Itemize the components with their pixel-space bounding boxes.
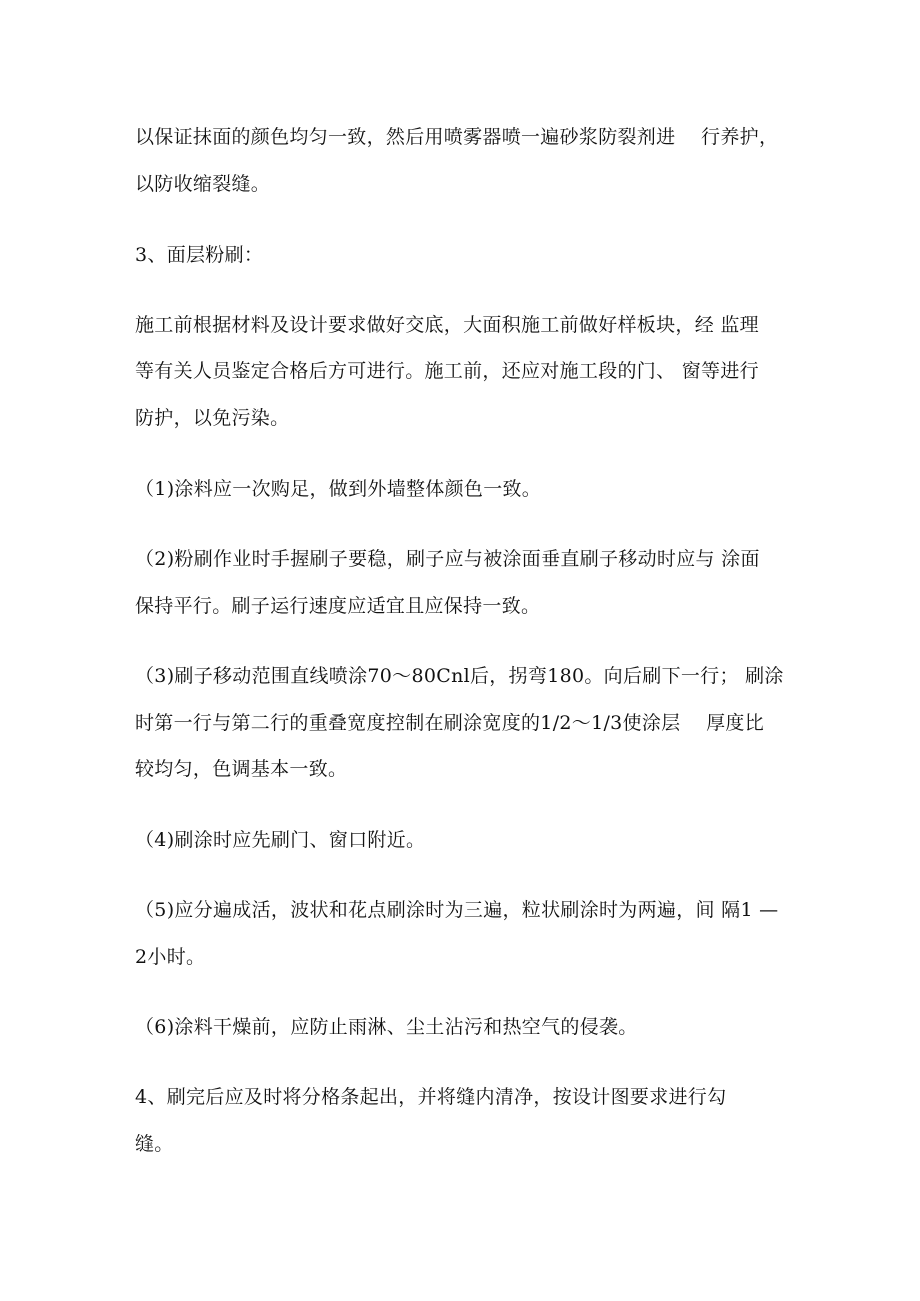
text-line: 以保证抹面的颜色均匀一致，然后用喷雾器喷一遍砂浆防裂剂进 行养护， bbox=[135, 126, 779, 148]
list-item: （3)刷子移动范围直线喷涂70～80Cnl后，拐弯180。向后刷下一行； 刷涂 bbox=[135, 665, 784, 687]
list-item: （5)应分遍成活，波状和花点刷涂时为三遍，粒状刷涂时为两遍，间 隔1 — bbox=[135, 899, 779, 921]
text-line: 较均匀，色调基本一致。 bbox=[135, 758, 348, 780]
text-line: 等有关人员鉴定合格后方可进行。施工前，还应对施工段的门、 窗等进行 bbox=[135, 360, 759, 382]
list-item: （6)涂料干燥前，应防止雨淋、尘土沾污和热空气的侵袭。 bbox=[135, 1016, 638, 1038]
text-line: 施工前根据材料及设计要求做好交底，大面积施工前做好样板块，经 监理 bbox=[135, 314, 759, 336]
text-line: 缝。 bbox=[135, 1133, 174, 1155]
list-item: （2)粉刷作业时手握刷子要稳，刷子应与被涂面垂直刷子移动时应与 涂面 bbox=[135, 548, 760, 570]
section-heading: 4、刷完后应及时将分格条起出，并将缝内清净，按设计图要求进行勾 bbox=[135, 1086, 727, 1108]
text-line: 防护，以免污染。 bbox=[135, 407, 290, 429]
section-heading: 3、面层粉刷： bbox=[135, 244, 264, 266]
list-item: （1)涂料应一次购足，做到外墙整体颜色一致。 bbox=[135, 478, 542, 500]
text-line: 以防收缩裂缝。 bbox=[135, 173, 271, 195]
text-line: 时第一行与第二行的重叠宽度控制在刷涂宽度的1/2～1/3使涂层 厚度比 bbox=[135, 712, 764, 734]
list-item: （4)刷涂时应先刷门、窗口附近。 bbox=[135, 829, 426, 851]
text-line: 保持平行。刷子运行速度应适宜且应保持一致。 bbox=[135, 595, 541, 617]
text-line: 2小时。 bbox=[135, 946, 206, 968]
